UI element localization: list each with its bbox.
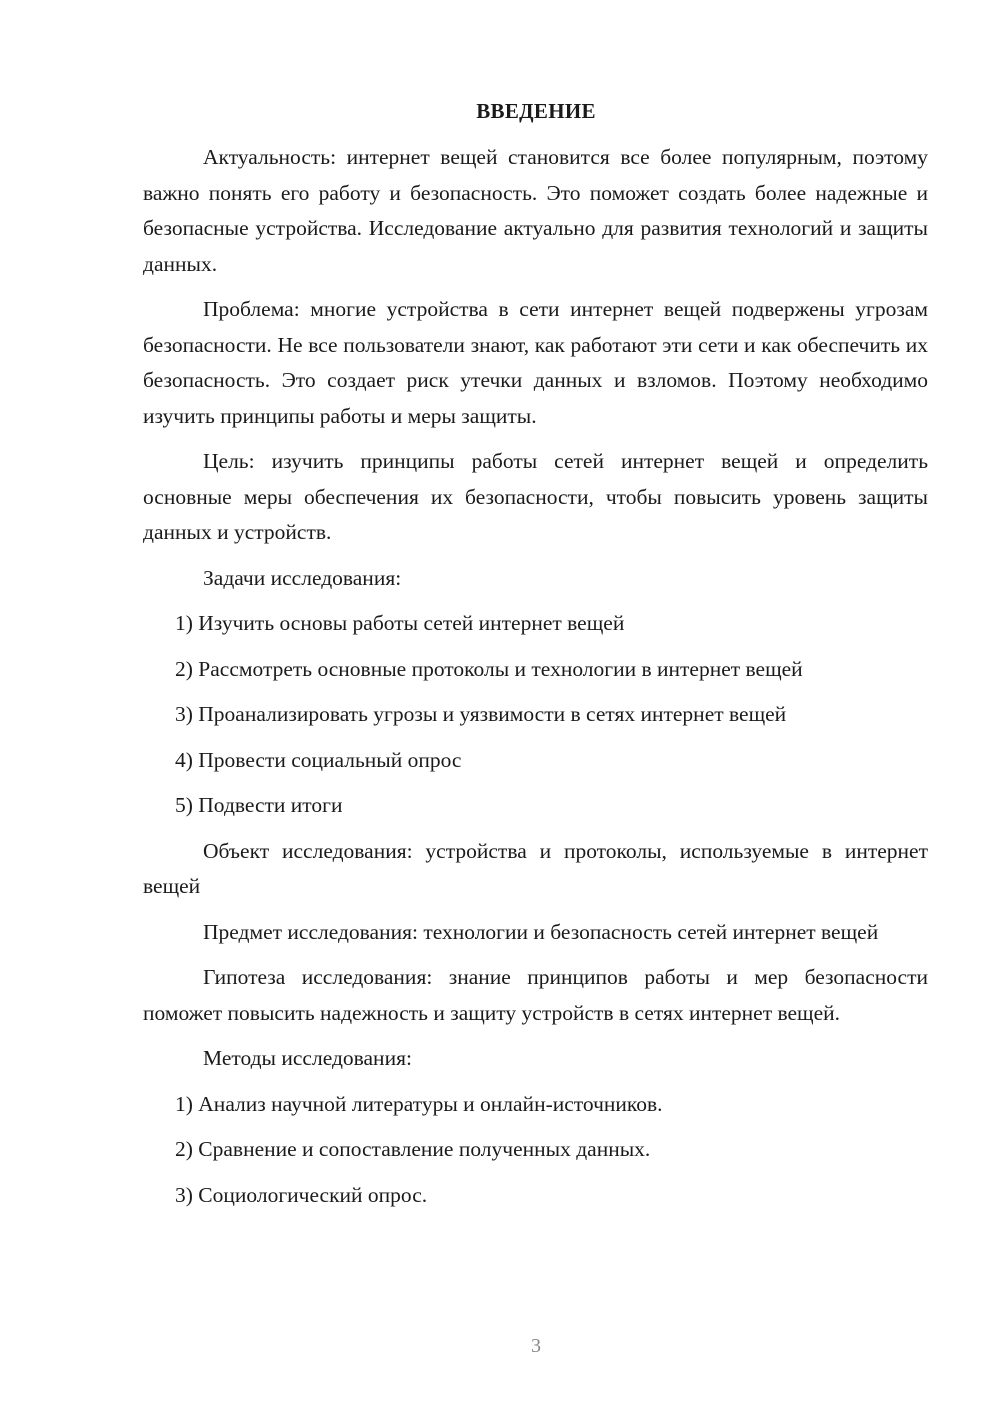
tasks-list: [143, 606, 928, 824]
method-item: 1) Анализ научной литературы и онлайн-источников.: [175, 1091, 663, 1116]
goal-paragraph: Цель: изучить принципы работы сетей интернет вещей и определить основные меры обеспечения их безопасности, чтобы повысить уровень защиты данных и устройств.: [143, 449, 928, 544]
method-item: 3) Социологический опрос.: [175, 1182, 428, 1207]
task-item: 2) Рассмотреть основные протоколы и технологии в интернет вещей: [175, 656, 803, 681]
task-item: 3) Проанализировать угрозы и уязвимости в сетях интернет вещей: [175, 702, 787, 726]
task-item: 4) Провести социальный опрос: [175, 747, 462, 772]
problem-paragraph: Проблема: многие устройства в сети интернет вещей подвержены угрозам безопасности. Не все пользователи знают, как работают эти сети и как обеспечить их безопасность. Это создает риск утечки данных и взломов. Поэтому необходимо изучить принципы работы и меры защиты.: [143, 297, 928, 428]
hypothesis-paragraph: Гипотеза исследования: знание принципов работы и мер безопасности поможет повысить надежность и защиту устройств в сетях интернет вещей.: [143, 965, 928, 1025]
methods-heading: Методы исследования:: [203, 1046, 412, 1070]
task-item: 5) Подвести итоги: [175, 793, 343, 817]
method-item: 2) Сравнение и сопоставление полученных данных.: [175, 1137, 651, 1161]
methods-list: [143, 1087, 928, 1214]
subject-paragraph: Предмет исследования: технологии и безопасность сетей интернет вещей: [203, 919, 879, 944]
document-body: [143, 140, 928, 1223]
page-title: ВВЕДЕНИЕ: [476, 99, 596, 123]
tasks-heading: Задачи исследования:: [203, 565, 402, 590]
task-item: 1) Изучить основы работы сетей интернет вещей: [175, 611, 625, 635]
object-paragraph: Объект исследования: устройства и протоколы, используемые в интернет вещей: [143, 838, 928, 898]
relevance-paragraph: Актуальность: интернет вещей становится все более популярным, поэтому важно понять его работу и безопасность. Это поможет создать более надежные и безопасные устройства. Исследование актуально для развития технологий и защиты данных.: [143, 145, 928, 276]
page-number: 3: [531, 1335, 541, 1357]
